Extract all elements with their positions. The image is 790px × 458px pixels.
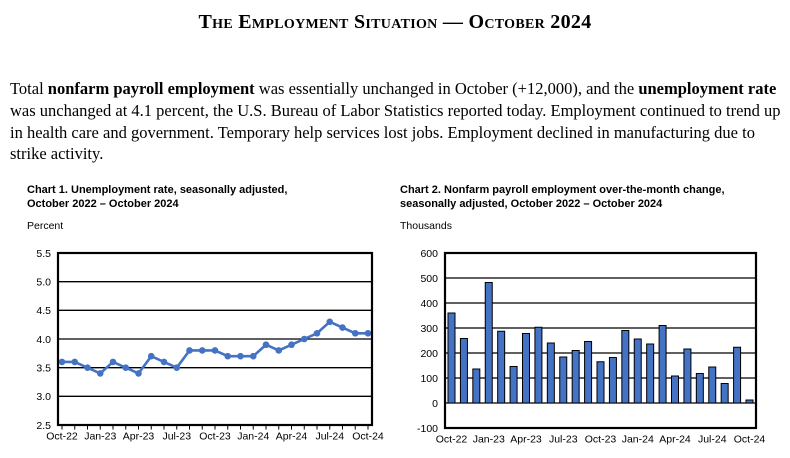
svg-text:Jan-23: Jan-23 — [84, 430, 117, 443]
svg-text:Apr-23: Apr-23 — [122, 430, 155, 443]
svg-text:Jul-24: Jul-24 — [697, 433, 727, 446]
svg-text:5.0: 5.0 — [36, 276, 51, 289]
page-title: The Employment Situation — October 2024 — [198, 11, 592, 33]
svg-text:100: 100 — [420, 372, 438, 385]
svg-text:Oct-22: Oct-22 — [435, 433, 468, 446]
svg-text:Jul-23: Jul-23 — [548, 433, 578, 446]
svg-text:Oct-22: Oct-22 — [46, 430, 78, 443]
svg-text:0: 0 — [432, 397, 438, 410]
chart2-title — [400, 184, 770, 211]
chart2-title-line1: Chart 2. Nonfarm payroll employment over-the-month change, — [400, 184, 725, 196]
payroll-change-bar-chart — [393, 239, 773, 457]
chart1-title — [27, 184, 397, 211]
svg-text:Jul-24: Jul-24 — [315, 430, 345, 443]
chart2-title-line2: seasonally adjusted, October 2022 – October 2024 — [400, 197, 663, 210]
svg-text:Jul-23: Jul-23 — [162, 430, 192, 443]
svg-text:Apr-23: Apr-23 — [510, 433, 542, 446]
svg-text:4.5: 4.5 — [36, 305, 51, 318]
svg-text:4.0: 4.0 — [36, 333, 51, 346]
svg-text:Jan-23: Jan-23 — [472, 433, 505, 446]
chart1-title-line1: Chart 1. Unemployment rate, seasonally adjusted, — [27, 184, 288, 196]
svg-text:-100: -100 — [416, 422, 438, 435]
svg-text:Jan-24: Jan-24 — [621, 433, 654, 446]
intro-paragraph: Total nonfarm payroll employment was essentially unchanged in October (+12,000), and the unemployment rate was unchanged at 4.1 percent, the U.S. Bureau of Labor Statistics reported today. Employment continued to trend up in health care and government. Temporary help services lost jobs. Employment declined in manufacturing due to strike activity. — [10, 79, 781, 164]
unemployment-rate-line-chart — [20, 239, 385, 457]
svg-text:Oct-23: Oct-23 — [584, 433, 617, 446]
svg-text:Oct-24: Oct-24 — [733, 433, 766, 446]
svg-text:Apr-24: Apr-24 — [275, 430, 308, 443]
chart2-unit-label: Thousands — [400, 220, 452, 232]
chart1-title-line2: October 2022 – October 2024 — [27, 197, 179, 210]
svg-text:3.5: 3.5 — [36, 362, 51, 375]
svg-text:Jan-24: Jan-24 — [237, 430, 270, 443]
svg-text:300: 300 — [420, 322, 438, 335]
svg-text:600: 600 — [420, 247, 438, 260]
svg-text:2.5: 2.5 — [36, 419, 51, 432]
svg-text:200: 200 — [420, 347, 438, 360]
svg-text:Oct-23: Oct-23 — [199, 430, 231, 443]
svg-text:5.5: 5.5 — [36, 247, 51, 260]
svg-text:400: 400 — [420, 297, 438, 310]
svg-text:3.0: 3.0 — [36, 391, 51, 404]
svg-text:Apr-24: Apr-24 — [659, 433, 691, 446]
chart1-unit-label: Percent — [27, 220, 64, 232]
svg-text:Oct-24: Oct-24 — [352, 430, 384, 443]
svg-text:500: 500 — [420, 272, 438, 285]
